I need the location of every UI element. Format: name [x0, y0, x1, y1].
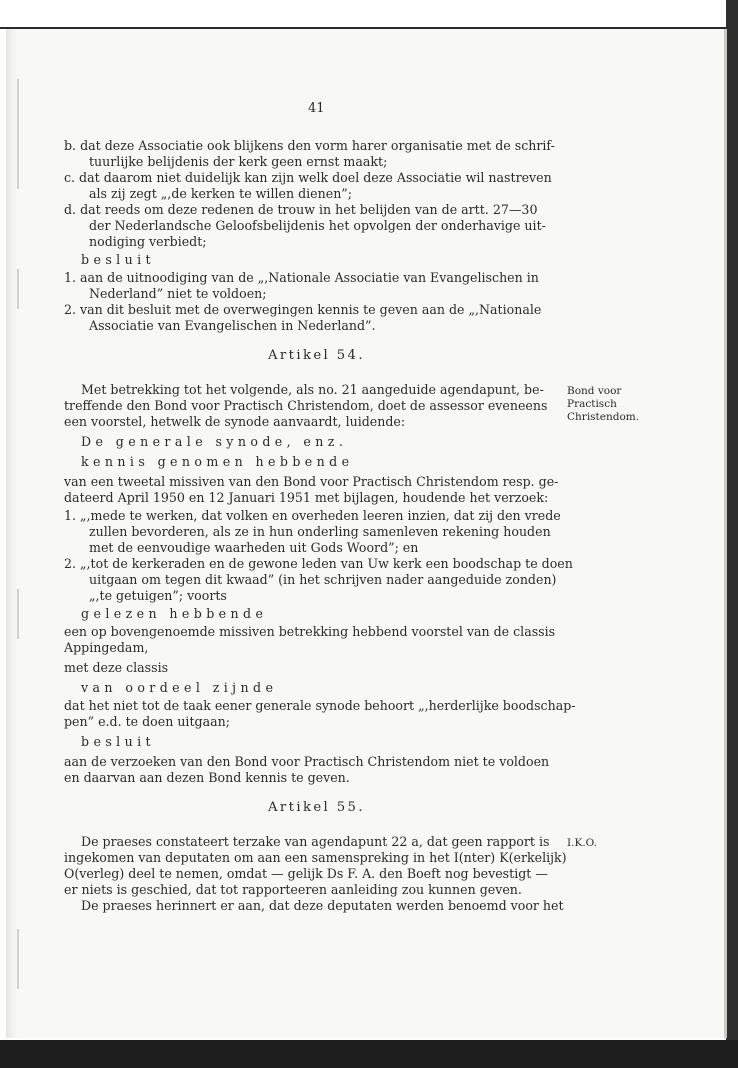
scan-right-border: [726, 0, 738, 1068]
scan-top-border: [0, 0, 738, 29]
text-line: 1. aan de uitnoodiging van de „,Nationale Associatie van Evangelischen in: [64, 270, 539, 285]
text-line: O(verleg) deel te nemen, omdat — gelijk Ds F. A. den Boeft nog bevestigt —: [64, 866, 548, 881]
text-line: uitgaan om tegen dit kwaad” (in het schrijven nader aangeduide zonden): [89, 572, 557, 587]
spaced-keyword: kennis genomen hebbende: [81, 454, 354, 469]
margin-note: I.K.O.: [567, 837, 597, 849]
spaced-keyword: besluit: [81, 734, 156, 749]
text-line: ingekomen van deputaten om aan een samenspreking in het I(nter) K(erkelijk): [64, 850, 567, 865]
margin-note: Christendom.: [567, 411, 640, 423]
text-line: treffende den Bond voor Practisch Christendom, doet de assessor eveneens: [64, 398, 548, 413]
text-line: Met betrekking tot het volgende, als no. 21 aangeduide agendapunt, be-: [81, 382, 544, 397]
text-line: nodiging verbiedt;: [89, 234, 207, 249]
text-line: en daarvan aan dezen Bond kennis te geven.: [64, 770, 350, 785]
text-line: van een tweetal missiven van den Bond voor Practisch Christendom resp. ge-: [64, 474, 559, 489]
text-line: d. dat reeds om deze redenen de trouw in het belijden van de artt. 27—30: [64, 202, 538, 217]
text-line: aan de verzoeken van den Bond voor Practisch Christendom niet te voldoen: [64, 754, 550, 769]
page-edge-mark: [17, 79, 19, 189]
text-line: met deze classis: [64, 660, 169, 675]
text-line: De praeses constateert terzake van agendapunt 22 a, dat geen rapport is: [81, 834, 550, 849]
text-line: dateerd April 1950 en 12 Januari 1951 met bijlagen, houdende het verzoek:: [64, 490, 549, 505]
text-line: dat het niet tot de taak eener generale synode behoort „,herderlijke boodschap-: [64, 698, 576, 713]
text-line: c. dat daarom niet duidelijk kan zijn welk doel deze Associatie wil nastreven: [64, 170, 552, 185]
margin-note: Bond voor: [567, 385, 622, 397]
text-line: er niets is geschied, dat tot rapporteeren aanleiding zou kunnen geven.: [64, 882, 522, 897]
page-number: 41: [308, 101, 325, 116]
text-line: pen” e.d. te doen uitgaan;: [64, 714, 230, 729]
text-line: met de eenvoudige waarheden uit Gods Woord”; en: [89, 540, 419, 555]
page-edge-mark: [17, 929, 19, 989]
text-line: tuurlijke belijdenis der kerk geen ernst maakt;: [89, 154, 388, 169]
page-edge-mark: [17, 269, 19, 309]
text-line: 2. van dit besluit met de overwegingen kennis te geven aan de „,Nationale: [64, 302, 542, 317]
scan-bottom-border: [0, 1040, 738, 1068]
text-line: Appingedam,: [64, 640, 149, 655]
text-line: een voorstel, hetwelk de synode aanvaardt, luidende:: [64, 414, 406, 429]
text-line: 2. „,tot de kerkeraden en de gewone leden van Uw kerk een boodschap te doen: [64, 556, 573, 571]
page-edge-mark: [17, 589, 19, 639]
spaced-keyword: De generale synode, enz.: [81, 434, 348, 449]
text-line: een op bovengenoemde missiven betrekking hebbend voorstel van de classis: [64, 624, 556, 639]
text-line: De praeses herinnert er aan, dat deze deputaten werden benoemd voor het: [81, 898, 564, 913]
text-line: b. dat deze Associatie ook blijkens den vorm harer organisatie met de schrif-: [64, 138, 555, 153]
text-line: „,te getuigen”; voorts: [89, 588, 227, 603]
margin-note: Practisch: [567, 398, 617, 410]
spaced-keyword: gelezen hebbende: [81, 606, 268, 621]
text-line: der Nederlandsche Geloofsbelijdenis het opvolgen der onderhavige uit-: [89, 218, 546, 233]
text-line: 1. „,mede te werken, dat volken en overheden leeren inzien, dat zij den vrede: [64, 508, 561, 523]
text-line: Nederland” niet te voldoen;: [89, 286, 267, 301]
spaced-keyword: van oordeel zijnde: [81, 680, 278, 695]
spaced-keyword: besluit: [81, 252, 156, 267]
text-line: zullen bevorderen, als ze in hun onderling samenleven rekening houden: [89, 524, 551, 539]
article-heading: Artikel 55.: [268, 800, 365, 815]
text-line: als zij zegt „,de kerken te willen dienen”;: [89, 186, 352, 201]
text-line: Associatie van Evangelischen in Nederland”.: [89, 318, 376, 333]
article-heading: Artikel 54.: [268, 348, 365, 363]
